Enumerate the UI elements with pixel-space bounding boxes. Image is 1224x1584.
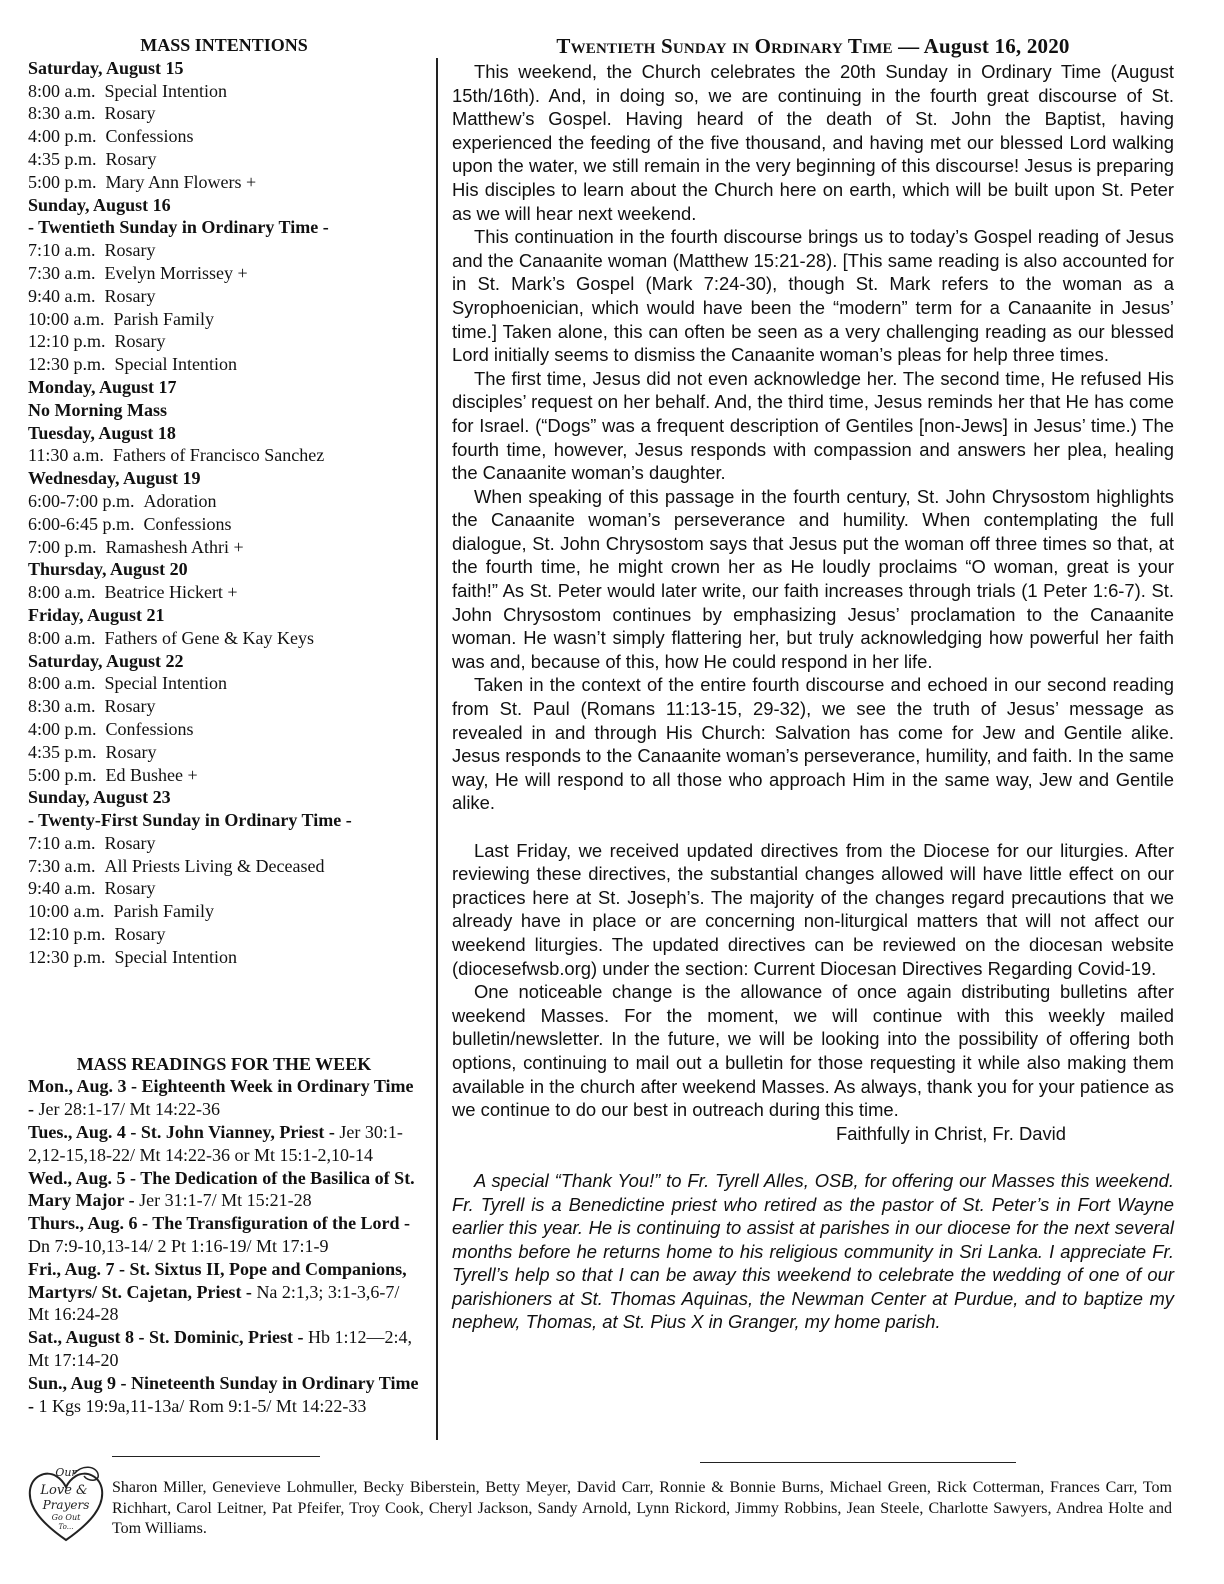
reading-refs: Hb 1:12—2:4, Mt 17:14-20 <box>28 1327 413 1371</box>
intention-entry <box>28 171 420 194</box>
reading-refs: 1 Kgs 19:9a,11-13a/ Rom 9:1-5/ Mt 14:22-33 <box>38 1395 367 1416</box>
mass-readings-list <box>28 1075 420 1417</box>
intention-text: Special Intention <box>114 946 237 967</box>
intention-text: Rosary <box>105 741 157 762</box>
intention-entry <box>28 832 420 855</box>
intention-entry <box>28 308 420 331</box>
reading-item <box>28 1212 420 1258</box>
reading-refs: Na 2:1,3; 3:1-3,6-7/ Mt 16:24-28 <box>28 1281 400 1325</box>
intention-time: 10:00 a.m. <box>28 901 105 922</box>
intention-text: Evelyn Morrissey + <box>104 262 248 283</box>
intention-entry <box>28 946 420 969</box>
intention-text: Rosary <box>104 878 156 899</box>
intention-time: 12:10 p.m. <box>28 924 106 945</box>
intention-text: Rosary <box>114 331 166 352</box>
intention-time: 9:40 a.m. <box>28 285 96 306</box>
intention-entry <box>28 239 420 262</box>
intention-entry <box>28 672 420 695</box>
thank-you-note: A special “Thank You!” to Fr. Tyrell Alles, OSB, for offering our Masses this weekend. Fr. Tyrell is a Benedictine priest who retired as the pastor of St. Peter’s in Fort Wayne earlier this year. He is continuing to assist at parishes in our diocese for the next several months before he returns home to his religious community in Sri Lanka. I appreciate Fr. Tyrell’s help so that I can be away this weekend to celebrate the wedding of one of our parishioners at St. Thomas Aquinas, the Newman Center at Purdue, and to baptize my nephew, Thomas, at St. Pius X in Granger, my home parish. <box>452 1169 1174 1333</box>
reading-refs: Jer 28:1-17/ Mt 14:22-36 <box>38 1099 220 1120</box>
logo-text-prayers: Prayers <box>42 1498 90 1512</box>
reading-item <box>28 1258 420 1326</box>
intention-text: Rosary <box>104 103 156 124</box>
reading-title: Sun., Aug 9 - Nineteenth Sunday in Ordinary Time - <box>28 1372 419 1416</box>
column-divider <box>436 58 438 1440</box>
intention-entry <box>28 148 420 171</box>
intention-text: Fathers of Gene & Kay Keys <box>104 627 314 648</box>
intention-time: 5:00 p.m. <box>28 171 97 192</box>
intention-day-heading: Saturday, August 15 <box>28 57 184 78</box>
intention-text: Rosary <box>104 832 156 853</box>
intention-time: 4:00 p.m. <box>28 718 97 739</box>
intention-entry <box>28 581 420 604</box>
intention-text: Mary Ann Flowers + <box>105 171 257 192</box>
intention-text: Ramashesh Athri + <box>105 536 244 557</box>
intention-text: Rosary <box>104 696 156 717</box>
article-paragraph: Taken in the context of the entire fourth discourse and echoed in our second reading from St. Paul (Romans 11:13-15, 29-32), we see the truth of Jesus’ message as revealed in and through His Church: Salvation has come for Jew and Gentile alike. Jesus responds to the Canaanite woman’s perseverance, humility, and faith. In the same way, He will respond to all those who approach Him in the same way, Jew and Gentile alike. <box>452 674 1174 814</box>
reading-item <box>28 1121 420 1167</box>
intention-time: 6:00-6:45 p.m. <box>28 513 135 534</box>
intention-text: Ed Bushee + <box>105 764 198 785</box>
logo-text-love: Love & <box>40 1483 88 1498</box>
reading-title: Mon., Aug. 3 - Eighteenth Week in Ordinary Time - <box>28 1076 414 1120</box>
logo-text-our: Our <box>55 1466 77 1479</box>
article-column <box>452 34 1174 1334</box>
mass-intentions-list <box>28 57 420 969</box>
intention-entry <box>28 285 420 308</box>
intention-entry <box>28 490 420 513</box>
intention-time: 7:10 a.m. <box>28 832 96 853</box>
intention-time: 7:30 a.m. <box>28 855 96 876</box>
intention-time: 8:00 a.m. <box>28 627 96 648</box>
intention-entry <box>28 855 420 878</box>
intention-day-subheading: - Twenty-First Sunday in Ordinary Time - <box>28 810 352 831</box>
intention-text: All Priests Living & Deceased <box>104 855 325 876</box>
intention-time: 10:00 a.m. <box>28 308 105 329</box>
intention-time: 8:30 a.m. <box>28 696 96 717</box>
mass-readings-title: MASS READINGS FOR THE WEEK <box>76 1053 372 1074</box>
intention-entry <box>28 741 420 764</box>
intention-time: 9:40 a.m. <box>28 878 96 899</box>
intention-text: Special Intention <box>104 673 227 694</box>
intention-text: Rosary <box>104 240 156 261</box>
intention-entry <box>28 80 420 103</box>
intention-text: Confessions <box>105 126 194 147</box>
article-paragraph: This weekend, the Church celebrates the 20th Sunday in Ordinary Time (August 15th/16th). And, in doing so, we are continuing in the fourth great discourse of St. Matthew’s Gospel. Having heard of the death of St. John the Baptist, having experienced the feeding of the five thousand, and having met our blessed Lord walking upon the water, we still remain in the very beginning of this discourse! Jesus is preparing His disciples to learn about the Church here on earth, which will be built upon St. Peter as we will hear next weekend. <box>452 61 1174 224</box>
intention-time: 4:00 p.m. <box>28 126 97 147</box>
intention-time: 8:00 a.m. <box>28 582 96 603</box>
intention-entry <box>28 695 420 718</box>
reading-title: Fri., Aug. 7 - St. Sixtus II, Pope and Companions, Martyrs/ St. Cajetan, Priest - <box>28 1258 407 1302</box>
article-body <box>452 60 1174 815</box>
intention-time: 12:30 p.m. <box>28 354 106 375</box>
intention-entry <box>28 330 420 353</box>
intention-text: Parish Family <box>113 308 215 329</box>
logo-text-go-out: Go Out <box>51 1513 81 1522</box>
intention-time: 7:00 p.m. <box>28 536 97 557</box>
intention-entry <box>28 353 420 376</box>
prayer-footer <box>26 1462 1176 1542</box>
article-paragraph: When speaking of this passage in the fourth century, St. John Chrysostom highlights the Canaanite woman’s perseverance and humility. When contemplating the full dialogue, St. John Chrysostom says that Jesus put the woman off three times so that, at the fourth time, he might crown her as He loudly proclaims “O woman, great is your faith!” As St. Peter would later write, our faith increases through trials (1 Peter 1:6-7). St. John Chrysostom continues by emphasizing Jesus’ proclamation to the Canaanite woman. He wasn’t simply flattering her, but truly acknowledging how powerful her faith was and, because of this, how He could respond in her life. <box>452 485 1174 672</box>
intention-text: Special Intention <box>104 80 227 101</box>
prayer-list: Sharon Miller, Genevieve Lohmuller, Becky Biberstein, Betty Meyer, David Carr, Ronnie & Bonnie Burns, Michael Green, Rick Cotterman, Frances Carr, Tom Richhart, Carol Leitner, Pat Pfeifer, Troy Cook, Cheryl Jackson, Sandy Arnold, Lynn Rickord, Jimmy Robbins, Jean Steele, Charlotte Sawyers, Andrea Holte and Tom Williams. <box>112 1479 1172 1537</box>
directives-paragraph: Last Friday, we received updated directives from the Diocese for our liturgies. After reviewing these directives, the substantial changes allowed will have little effect on our practices here at St. Joseph’s. The majority of the changes regard precautions that we already have in place or are concerning non-liturgical matters that will not affect our weekend liturgies. The updated directives can be reviewed on the diocesan website (diocesefwsb.org) under the section: Current Diocesan Directives Regarding Covid-19. <box>452 839 1174 979</box>
reading-title: Thurs., Aug. 6 - The Transfiguration of the Lord - <box>28 1213 411 1234</box>
intention-entry <box>28 900 420 923</box>
mass-intentions-title: MASS INTENTIONS <box>140 35 308 55</box>
intention-day-heading: Wednesday, August 19 <box>28 468 201 489</box>
intention-text: Confessions <box>105 718 194 739</box>
reading-refs: Dn 7:9-10,13-14/ 2 Pt 1:16-19/ Mt 17:1-9 <box>28 1236 329 1257</box>
intention-time: 7:30 a.m. <box>28 262 96 283</box>
intention-text: Rosary <box>104 285 156 306</box>
footer-rule-left <box>112 1456 320 1457</box>
intention-text: Parish Family <box>113 901 215 922</box>
reading-title: Tues., Aug. 4 - St. John Vianney, Priest - <box>28 1122 340 1143</box>
intention-day-heading: Thursday, August 20 <box>28 559 188 580</box>
intention-text: Rosary <box>105 148 157 169</box>
intention-text: Fathers of Francisco Sanchez <box>112 445 325 466</box>
logo-text-to: To... <box>58 1523 74 1531</box>
reading-refs: Jer 31:1-7/ Mt 15:21-28 <box>139 1190 312 1211</box>
article-title-text: Twentieth Sunday in Ordinary Time <box>556 34 893 58</box>
intention-entry <box>28 444 420 467</box>
intention-text: Special Intention <box>114 354 237 375</box>
intention-time: 12:30 p.m. <box>28 946 106 967</box>
intention-day-heading: Monday, August 17 <box>28 376 177 397</box>
article-title <box>452 34 1174 58</box>
article-title-date: — August 16, 2020 <box>892 34 1070 58</box>
intention-entry <box>28 877 420 900</box>
intention-day-heading: Sunday, August 16 <box>28 194 171 215</box>
intention-entry <box>28 262 420 285</box>
intention-time: 11:30 a.m. <box>28 445 104 466</box>
intention-time: 8:30 a.m. <box>28 103 96 124</box>
article-paragraph: This continuation in the fourth discourse brings us to today’s Gospel reading of Jesus and the Canaanite woman (Matthew 15:21-28). [This same reading is also accounted for in St. Mark’s Gospel (Mark 7:24-30), though St. Mark refers to the woman as a Syrophoenician, which would have been the “modern” term for a Canaanite in Jesus’ time.] Taken alone, this can often be seen as a very challenging reading as our blessed Lord initially seems to dismiss the Canaanite woman’s pleas for help three times. <box>452 226 1174 366</box>
reading-item <box>28 1372 420 1418</box>
reading-item <box>28 1326 420 1372</box>
intention-time: 8:00 a.m. <box>28 80 96 101</box>
intention-day-subheading: No Morning Mass <box>28 399 167 420</box>
intention-day-heading: Friday, August 21 <box>28 604 165 625</box>
intention-time: 12:10 p.m. <box>28 331 106 352</box>
article-paragraph: The first time, Jesus did not even acknowledge her. The second time, He refused His disciples’ request on her behalf. And, the third time, Jesus reminds her that He has come for Israel. (“Dogs” was a frequent description of Gentiles [non-Jews] in Jesus’ time.) The fourth time, however, Jesus responds with compassion and answers her plea, healing the Canaanite woman’s daughter. <box>452 367 1174 484</box>
intention-day-heading: Saturday, August 22 <box>28 650 184 671</box>
intention-entry <box>28 627 420 650</box>
intention-entry <box>28 513 420 536</box>
intention-time: 6:00-7:00 p.m. <box>28 490 135 511</box>
intention-time: 7:10 a.m. <box>28 240 96 261</box>
intention-entry <box>28 536 420 559</box>
intention-time: 4:35 p.m. <box>28 741 97 762</box>
heart-logo-icon <box>26 1462 106 1544</box>
intention-day-subheading: - Twentieth Sunday in Ordinary Time - <box>28 217 329 238</box>
intention-entry <box>28 102 420 125</box>
left-column <box>28 34 420 1417</box>
intention-text: Confessions <box>143 513 232 534</box>
intention-entry <box>28 125 420 148</box>
intention-text: Adoration <box>143 490 217 511</box>
article-body-directives <box>452 839 1174 1122</box>
intention-text: Rosary <box>114 924 166 945</box>
intention-time: 5:00 p.m. <box>28 764 97 785</box>
intention-entry <box>28 718 420 741</box>
intention-text: Beatrice Hickert + <box>104 582 238 603</box>
reading-item <box>28 1167 420 1213</box>
reading-item <box>28 1075 420 1121</box>
intention-time: 4:35 p.m. <box>28 148 97 169</box>
directives-paragraph: One noticeable change is the allowance of once again distributing bulletins after weekend Masses. For the moment, we will continue with this weekly mailed bulletin/newsletter. In the future, we will be looking into the possibility of offering both options, continuing to mail out a bulletin for those requesting it while also making them available in the church after weekend Masses. As always, thank you for your patience as we continue to do our best in outreach during this time. <box>452 981 1174 1121</box>
intention-time: 8:00 a.m. <box>28 673 96 694</box>
reading-title: Sat., August 8 - St. Dominic, Priest - <box>28 1327 308 1348</box>
reading-title: Wed., Aug. 5 - The Dedication of the Basilica of St. Mary Major - <box>28 1167 415 1211</box>
intention-day-heading: Sunday, August 23 <box>28 787 171 808</box>
intention-day-heading: Tuesday, August 18 <box>28 422 176 443</box>
intention-entry <box>28 923 420 946</box>
intention-entry <box>28 764 420 787</box>
signature: Faithfully in Christ, Fr. David <box>836 1122 1066 1144</box>
reading-refs: Jer 30:1-2,12-15,18-22/ Mt 14:22-36 or Mt 15:1-2,10-14 <box>28 1122 403 1165</box>
